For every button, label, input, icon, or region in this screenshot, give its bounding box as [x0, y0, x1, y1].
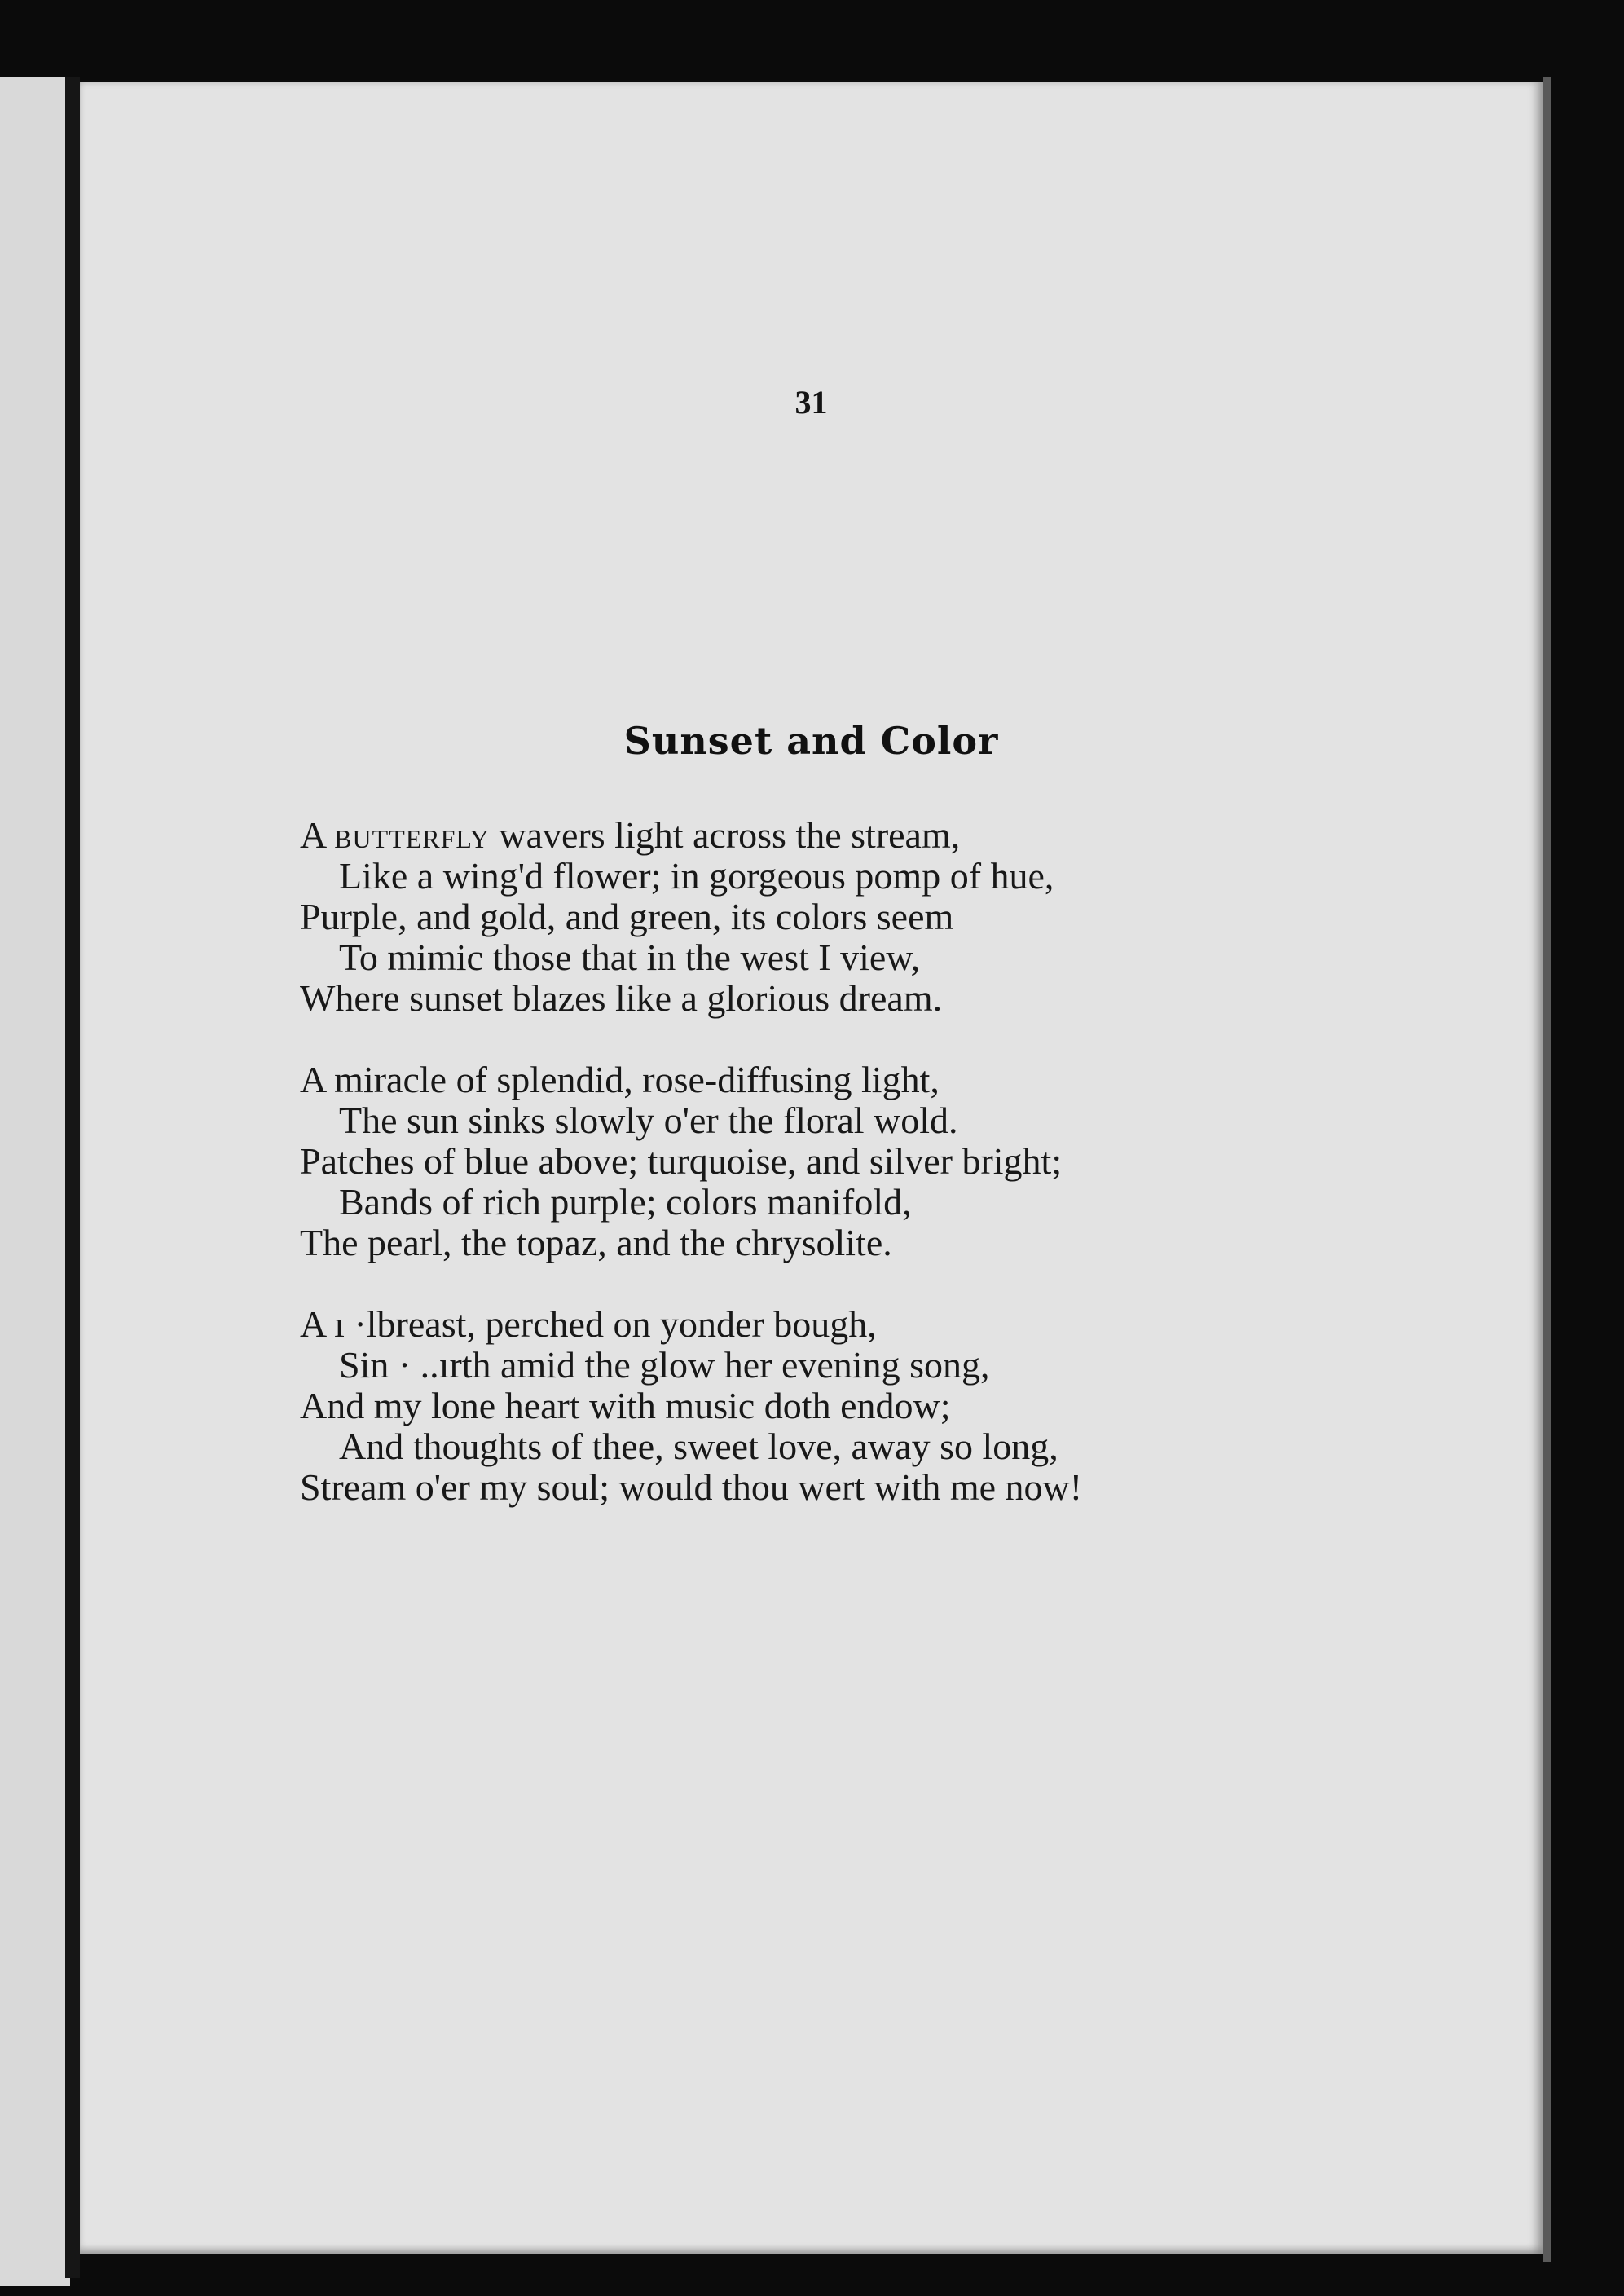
- book-spine: [65, 77, 80, 2278]
- page-number: 31: [794, 384, 828, 421]
- poem-line: Stream o'er my soul; would thou wert with me now!: [300, 1466, 1083, 1508]
- poem-line: A ı ·lbreast, perched on yonder bough,: [300, 1303, 877, 1345]
- book-page: [80, 82, 1543, 2254]
- stanza-2: [300, 1060, 1359, 1263]
- poem-line: Where sunset blazes like a glorious dream.: [300, 977, 943, 1019]
- poem-title: Sunset and Color: [623, 719, 999, 763]
- poem-line: The sun sinks slowly o'er the floral wold.: [339, 1100, 958, 1141]
- poem-line: Patches of blue above; turquoise, and silver bright;: [300, 1140, 1063, 1182]
- poem-line: A miracle of splendid, rose-diffusing light,: [300, 1059, 940, 1100]
- poem-line: [300, 815, 1359, 856]
- poem-body: [300, 815, 1359, 1549]
- stanza-3: [300, 1304, 1359, 1508]
- page-right-edge: [1543, 77, 1551, 2262]
- poem-line: And my lone heart with music doth endow;: [300, 1385, 951, 1426]
- facing-page-edge: [0, 77, 70, 2286]
- poem-line: Like a wing'd flower; in gorgeous pomp of hue,: [339, 855, 1054, 897]
- poem-line: Sin · ..ırth amid the glow her evening song,: [339, 1344, 990, 1386]
- line-start: A: [300, 814, 335, 856]
- line-rest: wavers light across the stream,: [489, 814, 961, 856]
- poem-line: The pearl, the topaz, and the chrysolite.: [300, 1222, 892, 1263]
- stanza-1: [300, 815, 1359, 1019]
- small-caps-word: butterfly: [334, 814, 490, 856]
- poem-line: Bands of rich purple; colors manifold,: [339, 1181, 912, 1223]
- poem-line: Purple, and gold, and green, its colors seem: [300, 896, 954, 937]
- poem-line: To mimic those that in the west I view,: [339, 936, 921, 978]
- poem-line: And thoughts of thee, sweet love, away so long,: [339, 1426, 1058, 1467]
